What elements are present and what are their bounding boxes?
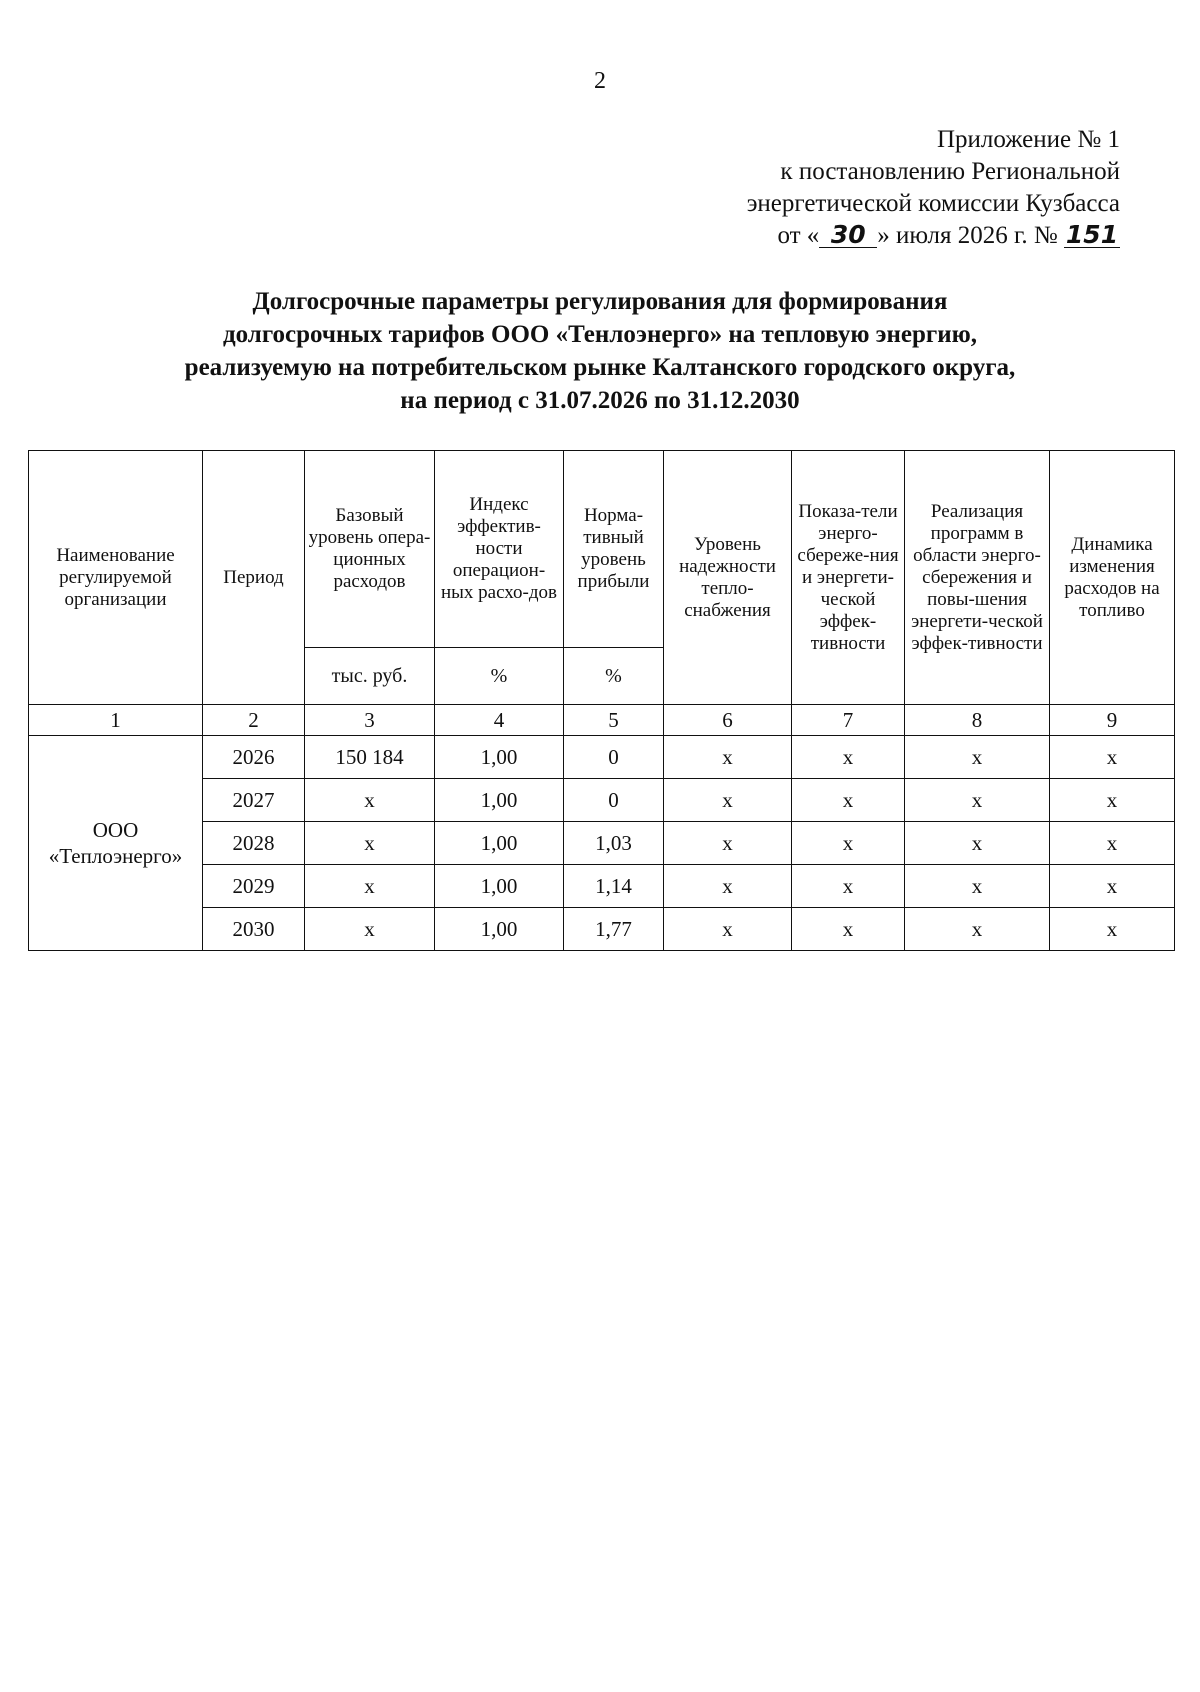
cell-programs: x (905, 865, 1050, 908)
header-fuel-dynamics: Динамика изменения расходов на топливо (1050, 451, 1175, 705)
cell-efficiency-index: 1,00 (435, 779, 564, 822)
cell-period: 2028 (203, 822, 305, 865)
cell-profit-level: 0 (564, 736, 664, 779)
unit-base-level: тыс. руб. (305, 648, 435, 705)
cell-period: 2030 (203, 908, 305, 951)
header-efficiency-index: Индекс эффектив-ности операцион-ных расхо-дов (435, 451, 564, 648)
unit-profit-level: % (564, 648, 664, 705)
parameters-table (28, 450, 1175, 951)
appendix-resolution: к постановлению Региональной (780, 158, 1120, 185)
header-row (29, 451, 1175, 648)
cell-energy-saving: x (792, 736, 905, 779)
title-line-3: реализуемую на потребительском рынке Калтанского городского округа, (184, 354, 1016, 381)
organization-name: ООО «Теплоэнерго» (29, 736, 203, 951)
cell-fuel: x (1050, 908, 1175, 951)
cell-fuel: x (1050, 822, 1175, 865)
cell-profit-level: 0 (564, 779, 664, 822)
cell-reliability: x (664, 779, 792, 822)
title-line-1: Долгосрочные параметры регулирования для формирования (252, 288, 948, 315)
cell-base-level: x (305, 822, 435, 865)
cell-fuel: x (1050, 865, 1175, 908)
cell-fuel: x (1050, 779, 1175, 822)
cell-efficiency-index: 1,00 (435, 865, 564, 908)
header-org: Наименование регулируемой организации (29, 451, 203, 705)
column-number: 4 (435, 705, 564, 736)
cell-reliability: x (664, 865, 792, 908)
cell-fuel: x (1050, 736, 1175, 779)
appendix-block (620, 124, 1120, 252)
table-row (29, 736, 1175, 779)
column-number: 6 (664, 705, 792, 736)
date-prefix: от « (777, 222, 820, 249)
cell-energy-saving: x (792, 779, 905, 822)
column-numbers-row (29, 705, 1175, 736)
column-number: 5 (564, 705, 664, 736)
cell-programs: x (905, 822, 1050, 865)
cell-base-level: x (305, 908, 435, 951)
cell-energy-saving: x (792, 908, 905, 951)
cell-efficiency-index: 1,00 (435, 908, 564, 951)
cell-period: 2027 (203, 779, 305, 822)
cell-programs: x (905, 736, 1050, 779)
header-reliability: Уровень надежности тепло-снабжения (664, 451, 792, 705)
cell-reliability: x (664, 822, 792, 865)
title-line-2: долгосрочных тарифов ООО «Тенлоэнерго» на тепловую энергию, (222, 321, 977, 348)
appendix-date-line (620, 220, 1120, 252)
cell-base-level: 150 184 (305, 736, 435, 779)
cell-reliability: x (664, 908, 792, 951)
header-energy-programs: Реализация программ в области энерго-сбережения и повы-шения энергети-ческой эффек-тивности (905, 451, 1050, 705)
column-number: 2 (203, 705, 305, 736)
header-period: Период (203, 451, 305, 705)
title-line-4: на период с 31.07.2026 по 31.12.2030 (400, 387, 800, 414)
date-suffix: » июля 2026 г. № (877, 222, 1058, 249)
cell-efficiency-index: 1,00 (435, 822, 564, 865)
header-energy-saving: Показа-тели энерго-сбереже-ния и энергети-ческой эффек-тивности (792, 451, 905, 705)
cell-energy-saving: x (792, 865, 905, 908)
cell-base-level: x (305, 779, 435, 822)
unit-efficiency-index: % (435, 648, 564, 705)
cell-programs: x (905, 908, 1050, 951)
column-number: 3 (305, 705, 435, 736)
column-number: 7 (792, 705, 905, 736)
document-number: 151 (1065, 220, 1119, 249)
cell-profit-level: 1,14 (564, 865, 664, 908)
cell-efficiency-index: 1,00 (435, 736, 564, 779)
cell-period: 2029 (203, 865, 305, 908)
column-number: 1 (29, 705, 203, 736)
cell-programs: x (905, 779, 1050, 822)
cell-period: 2026 (203, 736, 305, 779)
appendix-commission: энергетической комиссии Кузбасса (746, 190, 1120, 217)
cell-profit-level: 1,03 (564, 822, 664, 865)
cell-reliability: x (664, 736, 792, 779)
cell-profit-level: 1,77 (564, 908, 664, 951)
date-day: 30 (819, 223, 877, 248)
header-profit-level: Норма-тивный уровень прибыли (564, 451, 664, 648)
cell-base-level: x (305, 865, 435, 908)
column-number: 8 (905, 705, 1050, 736)
header-base-level: Базовый уровень опера-ционных расходов (305, 451, 435, 648)
page-number: 2 (594, 68, 606, 94)
appendix-title: Приложение № 1 (936, 126, 1120, 153)
cell-energy-saving: x (792, 822, 905, 865)
document-title (40, 285, 1160, 417)
column-number: 9 (1050, 705, 1175, 736)
